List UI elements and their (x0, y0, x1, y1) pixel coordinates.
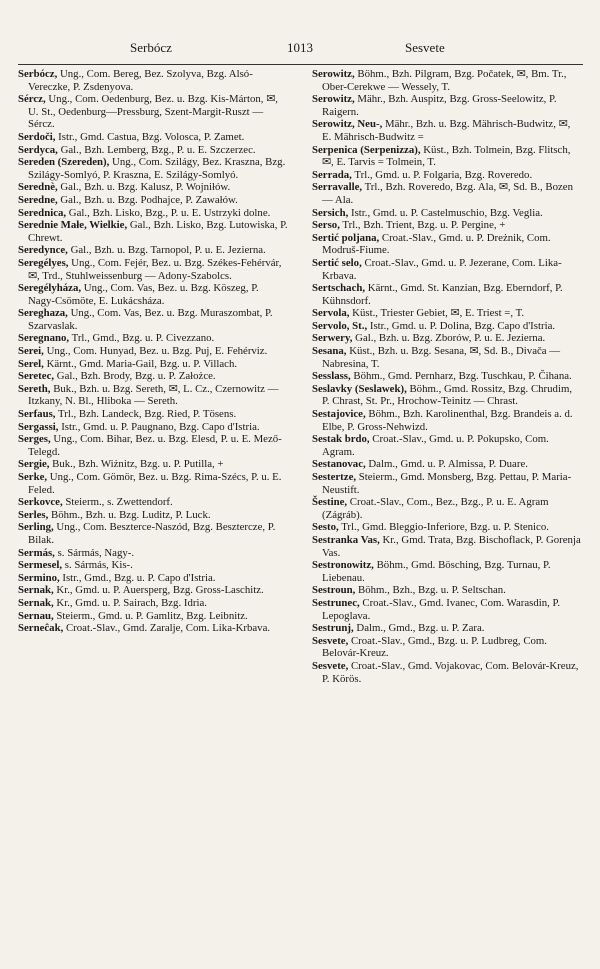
gazetteer-entry (18, 547, 288, 560)
entry-text: Croat.-Slav., Gmd. u. P. Dreżnik, Com. Modruš-Fiume. (322, 231, 551, 257)
entry-text: Istr., Gmd. u. P. Paugnano, Bzg. Capo d'Istria. (58, 420, 260, 433)
gazetteer-entry (18, 458, 288, 471)
header-rule (18, 64, 583, 65)
entry-text: Böhm., Gmd. Rossitz, Bzg. Chrudim, P. Chrast, St. Pr., Hrochow-Teinitz — Chrast. (322, 382, 573, 408)
entry-text: Croat.-Slav., Gmd. Vojakovac, Com. Belovár-Kreuz, P. Körös. (322, 659, 579, 685)
entry-text: Ung., Com. Beszterce-Naszód, Bzg. Besztercze, P. Bilak. (28, 521, 276, 546)
gazetteer-entry (312, 144, 582, 169)
gazetteer-entry (18, 332, 288, 345)
entry-headword: Sermino, (18, 571, 60, 584)
entry-headword: Sestanovac, (312, 458, 366, 471)
entry-text: Böhm., Bzh., Bzg. u. P. Seltschan. (355, 584, 506, 597)
gazetteer-entry (18, 207, 288, 220)
entry-text: Istr., Gmd., Bzg. u. P. Capo d'Istria. (59, 571, 216, 584)
gazetteer-entry (18, 131, 288, 144)
entry-headword: Sernau, (18, 609, 54, 622)
gazetteer-entry (312, 584, 582, 597)
entry-text: Croat.-Slav., Gmd. Zaralje, Com. Lika-Krbava. (63, 622, 271, 635)
page-number: 1013 (287, 40, 313, 55)
entry-headword: Seslavky (Seslawek), (312, 382, 407, 395)
gazetteer-entry (312, 433, 582, 458)
gazetteer-entry (312, 597, 582, 622)
entry-text: Ung., Com. Oedenburg, Bez. u. Bzg. Kis-Márton, ✉, U. St., Oedenburg—Pressburg, Szent-Margit-Ruszt — Sércz. (28, 93, 278, 131)
gazetteer-entry (18, 282, 288, 307)
entry-text: Steierm., Gmd. u. P. Gamlitz, Bzg. Leibnitz. (53, 609, 248, 622)
entry-text: s. Sármás, Kis-. (62, 559, 133, 572)
entry-text: Dalm., Gmd., Bzg. u. P. Zara. (353, 622, 485, 635)
gazetteer-entry (18, 471, 288, 496)
gazetteer-entry (18, 572, 288, 585)
entry-headword: Sesto, (312, 521, 339, 534)
gazetteer-entry (18, 383, 288, 408)
gazetteer-entry (18, 244, 288, 257)
entry-headword: Seredne, (18, 193, 58, 206)
entry-headword: Sestrunj, (312, 622, 354, 635)
entry-headword: Serednè, (18, 181, 58, 194)
entry-text: Böhm., Bzh. Pilgram, Bzg. Počatek, ✉, Bm. Tr., Ober-Cerekwe — Wessely, T. (322, 68, 567, 93)
page-header (0, 40, 600, 60)
entry-headword: Sertić selo, (312, 256, 362, 269)
gazetteer-entry (312, 320, 582, 333)
entry-text: Küst., Bzh. u. Bzg. Sesana, ✉, Sd. B., Divača — Nabresina, T. (322, 345, 561, 370)
entry-headword: Serdoči, (18, 130, 56, 143)
header-left-keyword: Serbócz (130, 40, 172, 55)
entry-headword: Serowitz, (312, 68, 355, 80)
entry-headword: Serel, (18, 357, 44, 370)
entry-text: Croat.-Slav., Com., Bez., Bzg., P. u. E. Agram (Zágráb). (322, 496, 549, 521)
gazetteer-entry (18, 597, 288, 610)
entry-headword: Sesvete, (312, 659, 349, 672)
gazetteer-entry (312, 383, 582, 408)
entry-headword: Seregnano, (18, 332, 70, 345)
gazetteer-entry (18, 421, 288, 434)
gazetteer-entry (312, 207, 582, 220)
entry-text: Gal., Bzh. u. Bzg. Tarnopol, P. u. E. Jezierna. (67, 244, 266, 257)
entry-headword: Serpenica (Serpenizza), (312, 143, 421, 156)
entry-headword: Seregélyes, (18, 256, 69, 269)
gazetteer-entry (312, 93, 582, 118)
entry-headword: Serwery, (312, 332, 353, 345)
entry-headword: Sereden (Szereden), (18, 156, 110, 169)
entry-headword: Šestine, (312, 496, 348, 509)
gazetteer-entry (312, 559, 582, 584)
gazetteer-entry (18, 68, 288, 93)
entry-headword: Sereth, (18, 382, 51, 395)
gazetteer-entry (18, 257, 288, 282)
entry-text: Kr., Gmd. Trata, Bzg. Bischoflack, P. Gorenja Vas. (322, 533, 581, 559)
entry-text: Gal., Bzh. u. Bzg. Kalusz, P. Wojniłów. (57, 181, 231, 194)
entry-text: Böhm., Gmd. Bösching, Bzg. Turnau, P. Liebenau. (322, 559, 551, 584)
gazetteer-entry (18, 194, 288, 207)
entry-text: Böhm., Gmd. Pernharz, Bzg. Tuschkau, P. Čihana. (350, 370, 572, 383)
entry-headword: Serbócz, (18, 68, 58, 80)
entry-text: Gal., Bzh. Brody, Bzg. u. P. Założce. (54, 370, 216, 383)
entry-headword: Sernak, (18, 584, 54, 597)
gazetteer-entry (312, 181, 582, 206)
entry-headword: Serkovce, (18, 496, 63, 509)
gazetteer-entry (312, 257, 582, 282)
entry-text: Steierm., s. Zwettendorf. (62, 496, 173, 509)
entry-text: Ung., Com. Vas, Bez. u. Bzg. Muraszombat, P. Szarvaslak. (28, 307, 273, 332)
gazetteer-entry (18, 358, 288, 371)
entry-headword: Servola, (312, 307, 350, 320)
entry-headword: Sertić poljana, (312, 231, 380, 244)
gazetteer-entry (18, 307, 288, 332)
entry-headword: Sergassi, (18, 420, 59, 433)
gazetteer-entry (312, 622, 582, 635)
entry-headword: Sersich, (312, 206, 349, 219)
entry-text: Croat.-Slav., Gmd. Ivanec, Com. Warasdin, P. Lepoglava. (322, 596, 561, 622)
entry-headword: Sestronowitz, (312, 559, 374, 572)
entry-headword: Sestroun, (312, 584, 356, 597)
gazetteer-entry (312, 118, 582, 143)
entry-headword: Seredynce, (18, 244, 68, 257)
gazetteer-entry (312, 458, 582, 471)
entry-text: Ung., Com. Szilágy, Bez. Kraszna, Bzg. Szilágy-Somlyó, P. Kraszna, E. Szilágy-Somlyó. (28, 156, 286, 181)
entry-headword: Seretec, (18, 370, 55, 383)
entry-headword: Sestranka Vas, (312, 533, 380, 546)
gazetteer-entry (18, 509, 288, 522)
left-column (18, 68, 288, 635)
entry-headword: Sesslass, (312, 370, 351, 383)
entry-text: Gal., Bzh. Lemberg, Bzg., P. u. E. Szczerzec. (57, 143, 256, 156)
gazetteer-entry (312, 660, 582, 685)
entry-text: Gal., Bzh. Lisko, Bzg. Lutowiska, P. Chrewt. (28, 219, 288, 244)
entry-text: Buk., Bzh. Wiżnitz, Bzg. u. P. Putilla, + (49, 458, 224, 471)
gazetteer-entry (312, 282, 582, 307)
entry-headword: Sereghaza, (18, 307, 68, 320)
entry-text: Böhm., Bzh. Karolinenthal, Bzg. Brandeis a. d. Elbe, P. Gross-Nehwizd. (322, 408, 573, 433)
entry-text: Dalm., Gmd. u. P. Almissa, P. Duare. (365, 458, 528, 471)
entry-text: Kärnt., Gmd. St. Kanzian, Bzg. Eberndorf, P. Kühnsdorf. (322, 282, 563, 307)
entry-headword: Sesvete, (312, 634, 349, 647)
entry-text: Küst., Bzh. Tolmein, Bzg. Flitsch, ✉, E. Tarvis = Tolmein, T. (322, 143, 571, 169)
entry-headword: Serke, (18, 471, 48, 483)
entry-text: Mähr., Bzh. u. Bzg. Mährisch-Budwitz, ✉, E. Mährisch-Budwitz = (322, 118, 571, 143)
gazetteer-entry (18, 181, 288, 194)
entry-text: Croat.-Slav., Gmd. u. P. Jezerane, Com. Lika-Krbava. (322, 256, 562, 282)
entry-headword: Sestrunec, (312, 596, 360, 609)
gazetteer-entry (18, 559, 288, 572)
entry-text: Croat.-Slav., Gmd. u. P. Pokupsko, Com. Agram. (322, 433, 549, 458)
entry-headword: Serowitz, Neu-, (312, 118, 383, 131)
entry-text: Ung., Com. Bihar, Bez. u. Bzg. Elesd, P. u. E. Mező-Telegd. (28, 433, 282, 458)
entry-headword: Serdyca, (18, 143, 58, 156)
entry-headword: Serles, (18, 508, 49, 521)
entry-headword: Sestajovice, (312, 408, 366, 421)
entry-text: Böhm., Bzh. u. Bzg. Luditz, P. Luck. (48, 508, 211, 521)
entry-headword: Servolo, St., (312, 319, 368, 332)
entry-headword: Serfaus, (18, 408, 56, 421)
gazetteer-entry (18, 370, 288, 383)
gazetteer-entry (18, 521, 288, 546)
entry-text: Trl., Gmd., Bzg. u. P. Civezzano. (69, 332, 215, 345)
entry-headword: Serrada, (312, 168, 352, 181)
entry-headword: Sergie, (18, 458, 50, 471)
gazetteer-entry (18, 584, 288, 597)
gazetteer-entry (18, 93, 288, 131)
gazetteer-entry (18, 408, 288, 421)
gazetteer-entry (18, 622, 288, 635)
gazetteer-entry (18, 156, 288, 181)
entry-headword: Serso, (312, 219, 340, 232)
gazetteer-entry (18, 219, 288, 244)
gazetteer-entry (18, 433, 288, 458)
entry-headword: Serowitz, (312, 93, 355, 106)
entry-headword: Seregélyháza, (18, 282, 82, 295)
entry-text: Kr., Gmd. u. P. Sairach, Bzg. Idria. (53, 596, 207, 609)
header-right-keyword: Sesvete (405, 40, 445, 55)
entry-headword: Serei, (18, 345, 44, 358)
entry-text: Istr., Gmd. Castua, Bzg. Volosca, P. Zamet. (55, 130, 245, 143)
gazetteer-entry (312, 68, 582, 93)
gazetteer-entry (312, 496, 582, 521)
entry-text: Steierm., Gmd. Monsberg, Bzg. Pettau, P. Maria-Neustift. (322, 471, 572, 496)
entry-text: Gal., Bzh. u. Bzg. Podhajce, P. Zawałów. (57, 193, 238, 206)
entry-headword: Sestak brdo, (312, 433, 370, 446)
entry-headword: Sermesel, (18, 559, 63, 572)
entry-text: Gal., Bzh. u. Bzg. Zborów, P. u. E. Jezierna. (352, 332, 546, 345)
entry-headword: Serravalle, (312, 181, 363, 194)
entry-text: Gal., Bzh. Lisko, Bzg., P. u. E. Ustrzyki dolne. (66, 206, 271, 219)
gazetteer-entry (312, 370, 582, 383)
entry-text: Ung., Com. Hunyad, Bez. u. Bzg. Puj, E. Fehérviz. (43, 345, 268, 358)
entry-text: Ung., Com. Vas, Bez. u. Bzg. Köszeg, P. Nagy-Csömöte, E. Lukácsháza. (28, 282, 259, 307)
entry-text: Buk., Bzh. u. Bzg. Sereth, ✉, L. Cz., Czernowitz — Itzkany, N. Bl., Hliboka — Sereth. (28, 382, 279, 408)
gazetteer-entry (312, 169, 582, 182)
entry-headword: Serling, (18, 521, 54, 534)
entry-text: Trl., Bzh. Landeck, Bzg. Ried, P. Tösens. (55, 408, 237, 421)
entry-headword: Sestertze, (312, 471, 357, 483)
gazetteer-entry (312, 345, 582, 370)
gazetteer-entry (312, 635, 582, 660)
entry-text: Trl., Bzh. Roveredo, Bzg. Ala, ✉, Sd. B., Bozen — Ala. (322, 181, 573, 206)
entry-headword: Serednie Małe, Wielkie, (18, 219, 128, 232)
gazetteer-entry (312, 408, 582, 433)
entry-text: Küst., Triester Gebiet, ✉, E. Triest =, T. (349, 307, 525, 320)
gazetteer-entry (18, 345, 288, 358)
entry-headword: Sesana, (312, 345, 347, 358)
gazetteer-entry (312, 471, 582, 496)
gazetteer-entry (312, 232, 582, 257)
entry-text: Ung., Com. Fejér, Bez. u. Bzg. Székes-Fehérvár, ✉, Trd., Stuhlweissenburg — Adony-Szabolcs. (28, 256, 282, 282)
entry-text: Mähr., Bzh. Auspitz, Bzg. Gross-Seelowitz, P. Raigern. (322, 93, 557, 118)
entry-text: Istr., Gmd. u. P. Castelmuschio, Bzg. Veglia. (348, 206, 543, 219)
entry-text: Trl., Bzh. Trient, Bzg. u. P. Pergine, + (339, 219, 506, 232)
entry-headword: Serges, (18, 433, 51, 446)
gazetteer-entry (18, 496, 288, 509)
gazetteer-entry (312, 219, 582, 232)
gazetteer-entry (312, 534, 582, 559)
gazetteer-entry (18, 610, 288, 623)
entry-text: Croat.-Slav., Gmd., Bzg. u. P. Ludbreg, Com. Belovár-Kreuz. (322, 634, 548, 660)
entry-text: Ung., Com. Gömör, Bez. u. Bzg. Rima-Szécs, P. u. E. Feled. (28, 471, 282, 496)
entry-text: Kr., Gmd. u. P. Auersperg, Bzg. Gross-Laschitz. (53, 584, 264, 597)
gazetteer-entry (312, 307, 582, 320)
entry-text: Ung., Com. Bereg, Bez. Szolyva, Bzg. Alsó-Vereczke, P. Zsdenyova. (28, 68, 253, 93)
gazetteer-entry (312, 521, 582, 534)
entry-text: s. Sármás, Nagy-. (54, 546, 135, 559)
entry-headword: Serednica, (18, 206, 67, 219)
entry-text: Trl., Gmd. u. P. Folgaria, Bzg. Roveredo. (351, 168, 533, 181)
entry-headword: Sernak, (18, 596, 54, 609)
entry-headword: Serneĉak, (18, 622, 64, 635)
gazetteer-entry (18, 144, 288, 157)
entry-headword: Sertschach, (312, 282, 366, 295)
entry-headword: Sermás, (18, 546, 55, 559)
gazetteer-entry (312, 332, 582, 345)
entry-text: Kärnt., Gmd. Maria-Gail, Bzg. u. P. Villach. (43, 357, 238, 370)
right-column (312, 68, 582, 685)
entry-headword: Sércz, (18, 93, 46, 106)
entry-text: Trl., Gmd. Bleggio-Inferiore, Bzg. u. P. Stenico. (338, 521, 549, 534)
entry-text: Istr., Gmd. u. P. Dolina, Bzg. Capo d'Istria. (367, 319, 556, 332)
